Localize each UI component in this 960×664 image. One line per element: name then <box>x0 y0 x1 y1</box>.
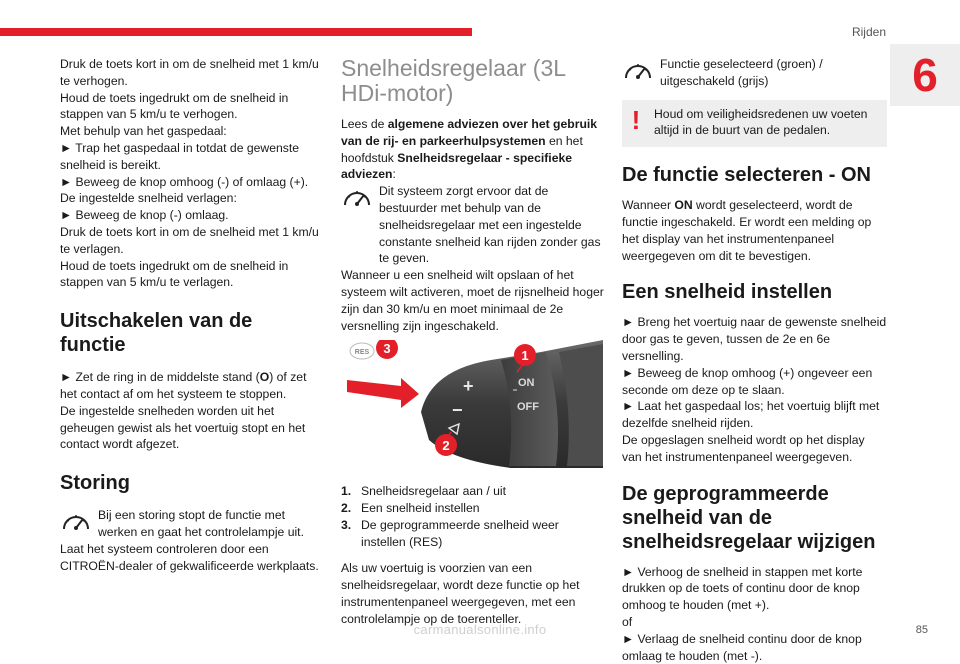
paragraph: Lees de algemene adviezen over het gebruik van de rij- en parkeerhulpsystemen en het hoofdstuk Snelheidsregelaar - specifieke adviezen: <box>341 117 598 182</box>
heading-instellen: Een snelheid instellen <box>622 281 833 304</box>
paragraph: ► Verlaag de snelheid continu door de knop omlaag te houden (met -). <box>622 631 862 663</box>
svg-text:2: 2 <box>442 438 450 454</box>
paragraph: Druk de toets kort in om de snelheid met 1 km/u te verhogen. <box>60 57 319 88</box>
column-1 <box>60 56 322 574</box>
paragraph: of <box>622 614 633 629</box>
paragraph: Als uw voertuig is voorzien van een snelheidsregelaar, wordt deze functie op het instrumentenpaneel weergegeven, met een controlelampje op de toerenteller. <box>341 561 580 626</box>
paragraph: ► Trap het gaspedaal in totdat de gewenste snelheid is bereikt. <box>60 140 300 172</box>
paragraph: Met behulp van het gaspedaal: <box>60 124 227 139</box>
column-3 <box>622 56 887 664</box>
paragraph: ► Breng het voertuig naar de gewenste snelheid door gas te geven, tussen de 2e en 6e versnelling. <box>622 315 887 363</box>
paragraph: Laat het systeem controleren door een CITROËN-dealer of gekwalificeerde werkplaats. <box>60 541 319 573</box>
diagram-legend <box>341 483 606 550</box>
res-label: RES <box>354 349 370 357</box>
heading-wijzigen: De geprogrammeerde snelheid van de snelheidsregelaar wijzigen <box>622 482 876 553</box>
heading-selecteren: De functie selecteren - ON <box>622 164 871 187</box>
paragraph: De ingestelde snelheid verlagen: <box>60 191 237 206</box>
list-item: 1. Snelheidsregelaar aan / uit <box>341 484 506 499</box>
paragraph: Wanneer u een snelheid wilt opslaan of het systeem wilt activeren, moet de rijsnelheid hoger zijn dan 30 km/u en moet minimaal de 2e versnelling zijn ingeschakeld. <box>341 268 604 333</box>
heading-snelheidsregelaar: Snelheidsregelaar (3L HDi-motor) <box>341 55 566 106</box>
cruise-control-stalk-diagram <box>341 340 606 468</box>
page-number: 85 <box>915 624 928 636</box>
svg-text:3: 3 <box>383 341 391 357</box>
paragraph: Houd de toets ingedrukt om de snelheid in stappen van 5 km/u te verhogen. <box>60 90 289 122</box>
paragraph: ► Laat het gaspedaal los; het voertuig blijft met dezelfde snelheid rijden. <box>622 399 880 431</box>
section-name: Rijden <box>851 25 886 39</box>
off-label: OFF <box>517 401 539 414</box>
res-arrow <box>347 378 419 408</box>
paragraph: ► Verhoog de snelheid in stappen met korte drukken op de toets of continu door de knop omhoog te houden (met +). <box>622 564 863 613</box>
heading-storing: Storing <box>60 472 130 495</box>
header-red-bar <box>0 28 472 36</box>
paragraph: ► Zet de ring in de middelste stand (O) of zet het contact af om het systeem te stoppen. <box>60 370 307 401</box>
paragraph: ► Beweeg de knop (-) omlaag. <box>60 208 229 223</box>
paragraph: Wanneer ON wordt geselecteerd, wordt de functie ingeschakeld. Er wordt een melding op het display van het instrumentenpaneel weergegeven om dit te bevestigen. <box>622 198 872 263</box>
info-note: Dit systeem zorgt ervoor dat de bestuurder met behulp van de snelheidsregelaar met een ingestelde constante snelheid kan rijden zonder gas te geven. <box>341 183 606 267</box>
speedometer-icon <box>622 56 654 86</box>
watermark: carmanualsonline.info <box>413 622 547 637</box>
warning-exclamation-icon: ! <box>631 104 641 135</box>
paragraph: Houd de toets ingedrukt om de snelheid in stappen van 5 km/u te verlagen. <box>60 258 289 290</box>
paragraph: De opgeslagen snelheid wordt op het display van het instrumentenpaneel weergegeven. <box>622 432 865 464</box>
speedometer-icon <box>341 183 373 213</box>
paragraph: Druk de toets kort in om de snelheid met 1 km/u te verlagen. <box>60 224 319 256</box>
paragraph: ► Beweeg de knop omhoog (-) of omlaag (+). <box>60 174 309 189</box>
storing-note: Bij een storing stopt de functie met werken en gaat het controlelampje uit. <box>60 507 322 541</box>
plus-symbol: + <box>463 376 474 397</box>
chapter-badge: 6 <box>890 44 960 106</box>
minus-symbol: − <box>452 400 463 421</box>
paragraph: ► Beweeg de knop omhoog (+) ongeveer een seconde om deze op te slaan. <box>622 365 873 397</box>
svg-text:1: 1 <box>521 348 529 364</box>
heading-uitschakelen: Uitschakelen van de functie <box>60 310 253 357</box>
warning-box: ! Houd om veiligheidsredenen uw voeten altijd in de buurt van de pedalen. <box>622 100 887 148</box>
paragraph: De ingestelde snelheden worden uit het geheugen gewist als het voertuig stopt en het contact wordt afgezet. <box>60 403 306 452</box>
list-item: 2. Een snelheid instellen <box>341 500 480 515</box>
column-2 <box>341 56 606 628</box>
on-label: ON <box>518 377 535 390</box>
status-note: Functie geselecteerd (groen) / uitgeschakeld (grijs) <box>622 56 887 90</box>
speedometer-icon <box>60 507 92 537</box>
list-item: 3. De geprogrammeerde snelheid weer instellen (RES) <box>341 517 559 549</box>
